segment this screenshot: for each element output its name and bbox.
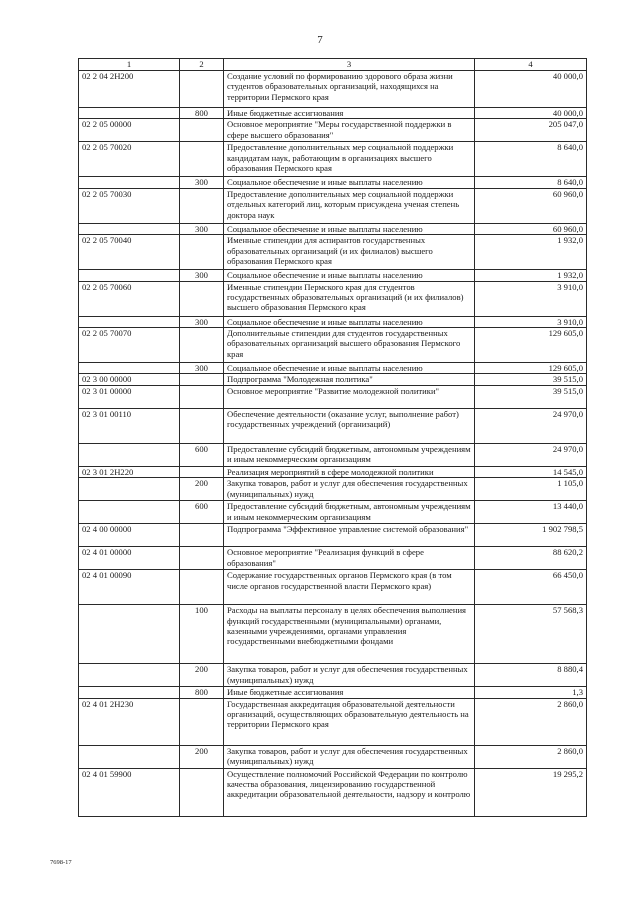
row-expense-type: 200 (180, 478, 224, 501)
row-expense-type (180, 235, 224, 270)
table-row (79, 328, 587, 363)
row-description: Осуществление полномочий Российской Федерации по контролю качества образования, лицензированию государственной аккредитации образовательной деятельности, надзору и контролю (224, 768, 475, 816)
row-expense-type: 300 (180, 177, 224, 188)
row-description: Именные стипендии Пермского края для студентов государственных образовательных организаций (и их филиалов) высшего образования Пермского края (224, 281, 475, 316)
row-code: 02 4 01 00000 (79, 547, 180, 570)
row-amount: 1 932,0 (475, 270, 587, 281)
row-description: Именные стипендии для аспирантов государственных образовательных организаций (и их филиалов) высшего образования Пермского края (224, 235, 475, 270)
row-amount: 8 640,0 (475, 177, 587, 188)
table-row (79, 177, 587, 188)
row-code (79, 745, 180, 768)
row-amount: 1 932,0 (475, 235, 587, 270)
row-description: Дополнительные стипендии для студентов государственных образовательных организаций высшего образования Пермского края (224, 328, 475, 363)
row-description: Предоставление дополнительных мер социальной поддержки отдельных категорий лиц, которым присуждена ученая степень доктора наук (224, 188, 475, 223)
table-row (79, 687, 587, 698)
row-code: 02 4 01 59900 (79, 768, 180, 816)
row-description: Подпрограмма "Молодежная политика" (224, 374, 475, 385)
column-header: 1 (79, 59, 180, 71)
row-description: Основное мероприятие "Развитие молодежной политики" (224, 385, 475, 408)
table-row (79, 119, 587, 142)
row-code (79, 605, 180, 664)
table-row (79, 374, 587, 385)
row-code: 02 2 05 70040 (79, 235, 180, 270)
row-amount: 24 970,0 (475, 443, 587, 466)
row-amount: 3 910,0 (475, 316, 587, 327)
row-code: 02 3 01 2Н220 (79, 466, 180, 477)
row-description: Социальное обеспечение и иные выплаты населению (224, 316, 475, 327)
row-expense-type (180, 119, 224, 142)
row-expense-type: 100 (180, 605, 224, 664)
row-description: Социальное обеспечение и иные выплаты населению (224, 223, 475, 234)
row-amount: 2 860,0 (475, 698, 587, 745)
table-row (79, 281, 587, 316)
table-row (79, 108, 587, 119)
table-row (79, 408, 587, 443)
row-code (79, 363, 180, 374)
row-expense-type (180, 547, 224, 570)
row-amount: 24 970,0 (475, 408, 587, 443)
row-code (79, 501, 180, 524)
row-code: 02 2 04 2Н200 (79, 71, 180, 108)
row-amount: 57 568,3 (475, 605, 587, 664)
table-row (79, 745, 587, 768)
row-description: Иные бюджетные ассигнования (224, 108, 475, 119)
row-expense-type: 200 (180, 745, 224, 768)
row-code (79, 687, 180, 698)
column-header: 4 (475, 59, 587, 71)
table-row (79, 188, 587, 223)
table-row (79, 768, 587, 816)
row-description: Подпрограмма "Эффективное управление системой образования" (224, 524, 475, 547)
row-description: Содержание государственных органов Пермского края (в том числе органов государственной власти Пермского края) (224, 570, 475, 605)
table-row (79, 698, 587, 745)
row-code: 02 4 01 2Н230 (79, 698, 180, 745)
row-amount: 88 620,2 (475, 547, 587, 570)
row-code (79, 443, 180, 466)
row-amount: 1 902 798,5 (475, 524, 587, 547)
row-expense-type (180, 408, 224, 443)
column-header: 3 (224, 59, 475, 71)
row-amount: 1 105,0 (475, 478, 587, 501)
row-description: Социальное обеспечение и иные выплаты населению (224, 363, 475, 374)
row-description: Иные бюджетные ассигнования (224, 687, 475, 698)
row-code: 02 4 01 00090 (79, 570, 180, 605)
document-code: 7698-17 (50, 859, 72, 866)
row-expense-type (180, 328, 224, 363)
row-amount: 66 450,0 (475, 570, 587, 605)
row-amount: 39 515,0 (475, 374, 587, 385)
row-expense-type (180, 466, 224, 477)
row-expense-type (180, 570, 224, 605)
column-header: 2 (180, 59, 224, 71)
table-row (79, 235, 587, 270)
row-code: 02 2 05 70060 (79, 281, 180, 316)
row-expense-type: 200 (180, 664, 224, 687)
row-description: Предоставление субсидий бюджетным, автономным учреждениям и иным некоммерческим организациям (224, 443, 475, 466)
table-row (79, 501, 587, 524)
row-description: Предоставление субсидий бюджетным, автономным учреждениям и иным некоммерческим организациям (224, 501, 475, 524)
row-code (79, 270, 180, 281)
row-amount: 19 295,2 (475, 768, 587, 816)
row-code: 02 3 00 00000 (79, 374, 180, 385)
row-expense-type (180, 374, 224, 385)
row-code (79, 478, 180, 501)
table-row (79, 524, 587, 547)
table-row (79, 570, 587, 605)
table-row (79, 466, 587, 477)
row-description: Обеспечение деятельности (оказание услуг, выполнение работ) государственных учреждений (организаций) (224, 408, 475, 443)
row-amount: 60 960,0 (475, 223, 587, 234)
row-description: Закупка товаров, работ и услуг для обеспечения государственных (муниципальных) нужд (224, 664, 475, 687)
table-row (79, 223, 587, 234)
row-amount: 1,3 (475, 687, 587, 698)
row-amount: 60 960,0 (475, 188, 587, 223)
row-code (79, 108, 180, 119)
row-code: 02 2 05 70030 (79, 188, 180, 223)
row-expense-type (180, 385, 224, 408)
table-row (79, 547, 587, 570)
row-amount: 8 880,4 (475, 664, 587, 687)
row-expense-type: 800 (180, 687, 224, 698)
row-expense-type (180, 698, 224, 745)
budget-table (78, 58, 587, 817)
table-row (79, 443, 587, 466)
row-code (79, 223, 180, 234)
row-description: Государственная аккредитация образовательной деятельности организаций, осуществляющих образовательную деятельность на территории Пермского края (224, 698, 475, 745)
table-row (79, 605, 587, 664)
table-row (79, 385, 587, 408)
page-number: 7 (317, 34, 323, 46)
row-description: Социальное обеспечение и иные выплаты населению (224, 177, 475, 188)
row-description: Закупка товаров, работ и услуг для обеспечения государственных (муниципальных) нужд (224, 478, 475, 501)
row-description: Создание условий по формированию здорового образа жизни студентов образовательных организаций, находящихся на территории Пермского края (224, 71, 475, 108)
row-expense-type: 600 (180, 443, 224, 466)
row-expense-type: 300 (180, 223, 224, 234)
row-amount: 13 440,0 (475, 501, 587, 524)
row-code: 02 2 05 70020 (79, 142, 180, 177)
row-description: Расходы на выплаты персоналу в целях обеспечения выполнения функций государственными (муниципальными) органами, казенными учреждениями, органами управления государственными внебюджетными фондами (224, 605, 475, 664)
row-amount: 40 000,0 (475, 71, 587, 108)
row-code: 02 4 00 00000 (79, 524, 180, 547)
row-code: 02 2 05 00000 (79, 119, 180, 142)
row-code (79, 316, 180, 327)
row-description: Основное мероприятие "Реализация функций в сфере образования" (224, 547, 475, 570)
row-amount: 129 605,0 (475, 363, 587, 374)
row-expense-type (180, 71, 224, 108)
row-expense-type (180, 524, 224, 547)
row-amount: 2 860,0 (475, 745, 587, 768)
row-amount: 39 515,0 (475, 385, 587, 408)
row-expense-type (180, 768, 224, 816)
row-amount: 14 545,0 (475, 466, 587, 477)
row-amount: 40 000,0 (475, 108, 587, 119)
row-expense-type: 300 (180, 363, 224, 374)
row-description: Социальное обеспечение и иные выплаты населению (224, 270, 475, 281)
table-row (79, 316, 587, 327)
row-expense-type: 800 (180, 108, 224, 119)
row-description: Закупка товаров, работ и услуг для обеспечения государственных (муниципальных) нужд (224, 745, 475, 768)
table-header-row (79, 59, 587, 71)
table-row (79, 363, 587, 374)
row-code (79, 177, 180, 188)
table-row (79, 664, 587, 687)
row-expense-type (180, 281, 224, 316)
table-row (79, 478, 587, 501)
row-description: Основное мероприятие "Меры государственной поддержки в сфере высшего образования" (224, 119, 475, 142)
row-code (79, 664, 180, 687)
row-amount: 8 640,0 (475, 142, 587, 177)
row-description: Предоставление дополнительных мер социальной поддержки кандидатам наук, работающим в организациях высшего образования Пермского края (224, 142, 475, 177)
row-code: 02 2 05 70070 (79, 328, 180, 363)
row-amount: 205 047,0 (475, 119, 587, 142)
table-row (79, 71, 587, 108)
row-code: 02 3 01 00110 (79, 408, 180, 443)
row-code: 02 3 01 00000 (79, 385, 180, 408)
row-expense-type: 300 (180, 316, 224, 327)
row-amount: 3 910,0 (475, 281, 587, 316)
row-expense-type: 600 (180, 501, 224, 524)
row-description: Реализация мероприятий в сфере молодежной политики (224, 466, 475, 477)
table-row (79, 142, 587, 177)
table-row (79, 270, 587, 281)
row-expense-type: 300 (180, 270, 224, 281)
row-expense-type (180, 142, 224, 177)
row-expense-type (180, 188, 224, 223)
row-amount: 129 605,0 (475, 328, 587, 363)
